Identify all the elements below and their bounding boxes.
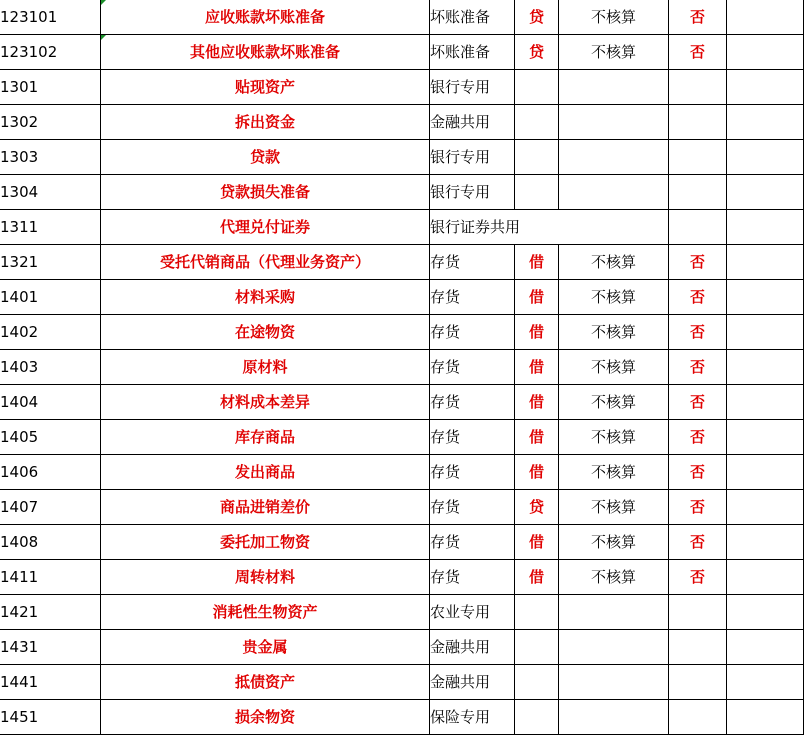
cell-flag[interactable]: 否 xyxy=(669,0,727,35)
cell-account-code[interactable]: 1402 xyxy=(0,315,101,350)
cell-flag[interactable] xyxy=(669,700,727,735)
cell-flag[interactable] xyxy=(669,595,727,630)
cell-balance-direction[interactable] xyxy=(515,105,559,140)
cell-balance-direction[interactable]: 借 xyxy=(515,350,559,385)
cell-flag[interactable]: 否 xyxy=(669,525,727,560)
cell-aux-accounting[interactable] xyxy=(559,700,669,735)
cell-category[interactable]: 银行证券共用 xyxy=(430,210,669,245)
table-row xyxy=(0,490,804,525)
cell-balance-direction[interactable]: 借 xyxy=(515,280,559,315)
cell-flag[interactable]: 否 xyxy=(669,385,727,420)
cell-balance-direction[interactable]: 借 xyxy=(515,560,559,595)
cell-balance-direction[interactable]: 借 xyxy=(515,315,559,350)
table-row xyxy=(0,595,804,630)
cell-flag[interactable]: 否 xyxy=(669,560,727,595)
cell-empty[interactable] xyxy=(727,595,804,630)
cell-account-code[interactable]: 1304 xyxy=(0,175,101,210)
cell-category[interactable]: 银行专用 xyxy=(430,140,515,175)
cell-balance-direction[interactable]: 借 xyxy=(515,525,559,560)
cell-category[interactable]: 存货 xyxy=(430,560,515,595)
cell-account-code[interactable]: 1441 xyxy=(0,665,101,700)
table-row xyxy=(0,665,804,700)
cell-aux-accounting[interactable] xyxy=(559,665,669,700)
table-row xyxy=(0,280,804,315)
table-row xyxy=(0,105,804,140)
cell-account-code[interactable]: 1411 xyxy=(0,560,101,595)
cell-aux-accounting[interactable]: 不核算 xyxy=(559,525,669,560)
cell-account-name[interactable]: 损余物资 xyxy=(101,700,430,735)
cell-category[interactable]: 金融共用 xyxy=(430,105,515,140)
cell-empty[interactable] xyxy=(727,35,804,70)
table-row xyxy=(0,420,804,455)
cell-category[interactable]: 存货 xyxy=(430,490,515,525)
cell-balance-direction[interactable]: 贷 xyxy=(515,0,559,35)
cell-aux-accounting[interactable]: 不核算 xyxy=(559,420,669,455)
cell-balance-direction[interactable]: 借 xyxy=(515,245,559,280)
cell-empty[interactable] xyxy=(727,525,804,560)
cell-aux-accounting[interactable]: 不核算 xyxy=(559,455,669,490)
cell-category[interactable]: 存货 xyxy=(430,245,515,280)
cell-account-name[interactable]: 原材料 xyxy=(101,350,430,385)
cell-account-name[interactable]: 其他应收账款坏账准备 xyxy=(101,35,430,70)
cell-aux-accounting[interactable] xyxy=(559,630,669,665)
table-row xyxy=(0,0,804,35)
cell-category[interactable]: 存货 xyxy=(430,315,515,350)
table-row xyxy=(0,175,804,210)
cell-account-name[interactable]: 在途物资 xyxy=(101,315,430,350)
cell-flag[interactable]: 否 xyxy=(669,35,727,70)
cell-account-code[interactable]: 123101 xyxy=(0,0,101,35)
cell-category[interactable]: 存货 xyxy=(430,455,515,490)
cell-account-name[interactable]: 消耗性生物资产 xyxy=(101,595,430,630)
cell-balance-direction[interactable] xyxy=(515,175,559,210)
cell-balance-direction[interactable]: 贷 xyxy=(515,490,559,525)
cell-category[interactable]: 金融共用 xyxy=(430,630,515,665)
cell-category[interactable]: 保险专用 xyxy=(430,700,515,735)
cell-empty[interactable] xyxy=(727,665,804,700)
cell-account-name[interactable]: 抵债资产 xyxy=(101,665,430,700)
cell-empty[interactable] xyxy=(727,0,804,35)
cell-flag[interactable] xyxy=(669,210,727,245)
cell-flag[interactable] xyxy=(669,105,727,140)
cell-empty[interactable] xyxy=(727,140,804,175)
cell-aux-accounting[interactable]: 不核算 xyxy=(559,35,669,70)
cell-empty[interactable] xyxy=(727,455,804,490)
cell-balance-direction[interactable]: 借 xyxy=(515,455,559,490)
cell-empty[interactable] xyxy=(727,350,804,385)
cell-empty[interactable] xyxy=(727,245,804,280)
cell-category[interactable]: 坏账准备 xyxy=(430,0,515,35)
cell-account-name[interactable]: 材料成本差异 xyxy=(101,385,430,420)
cell-aux-accounting[interactable]: 不核算 xyxy=(559,385,669,420)
cell-category[interactable]: 坏账准备 xyxy=(430,35,515,70)
cell-flag[interactable]: 否 xyxy=(669,245,727,280)
cell-aux-accounting[interactable] xyxy=(559,70,669,105)
cell-balance-direction[interactable] xyxy=(515,70,559,105)
cell-flag[interactable]: 否 xyxy=(669,420,727,455)
cell-aux-accounting[interactable]: 不核算 xyxy=(559,490,669,525)
cell-flag[interactable]: 否 xyxy=(669,350,727,385)
cell-empty[interactable] xyxy=(727,700,804,735)
cell-empty[interactable] xyxy=(727,175,804,210)
cell-aux-accounting[interactable] xyxy=(559,105,669,140)
cell-account-name[interactable]: 贷款 xyxy=(101,140,430,175)
cell-balance-direction[interactable]: 贷 xyxy=(515,35,559,70)
table-row xyxy=(0,350,804,385)
cell-account-code[interactable]: 1406 xyxy=(0,455,101,490)
cell-category[interactable]: 存货 xyxy=(430,420,515,455)
table-row xyxy=(0,70,804,105)
cell-category[interactable]: 银行专用 xyxy=(430,175,515,210)
cell-category[interactable]: 存货 xyxy=(430,385,515,420)
cell-marker-icon xyxy=(101,35,106,40)
cell-balance-direction[interactable] xyxy=(515,630,559,665)
cell-aux-accounting[interactable]: 不核算 xyxy=(559,245,669,280)
table-row xyxy=(0,35,804,70)
cell-flag[interactable] xyxy=(669,140,727,175)
cell-marker-icon xyxy=(101,0,106,5)
cell-aux-accounting[interactable] xyxy=(559,175,669,210)
cell-empty[interactable] xyxy=(727,630,804,665)
table-row xyxy=(0,455,804,490)
cell-empty[interactable] xyxy=(727,490,804,525)
cell-account-name[interactable]: 周转材料 xyxy=(101,560,430,595)
table-row xyxy=(0,560,804,595)
cell-account-code[interactable]: 1303 xyxy=(0,140,101,175)
table-row xyxy=(0,210,804,245)
cell-account-name[interactable]: 贵金属 xyxy=(101,630,430,665)
table-row xyxy=(0,700,804,735)
cell-account-code[interactable]: 1405 xyxy=(0,420,101,455)
cell-account-code[interactable]: 1431 xyxy=(0,630,101,665)
table-row xyxy=(0,630,804,665)
cell-account-code[interactable]: 1321 xyxy=(0,245,101,280)
cell-empty[interactable] xyxy=(727,105,804,140)
cell-balance-direction[interactable]: 借 xyxy=(515,420,559,455)
cell-empty[interactable] xyxy=(727,420,804,455)
cell-account-name[interactable]: 代理兑付证券 xyxy=(101,210,430,245)
cell-account-code[interactable]: 1302 xyxy=(0,105,101,140)
cell-aux-accounting[interactable]: 不核算 xyxy=(559,560,669,595)
cell-account-name[interactable]: 应收账款坏账准备 xyxy=(101,0,430,35)
cell-balance-direction[interactable] xyxy=(515,140,559,175)
cell-account-name[interactable]: 发出商品 xyxy=(101,455,430,490)
cell-category[interactable]: 存货 xyxy=(430,525,515,560)
cell-aux-accounting[interactable]: 不核算 xyxy=(559,350,669,385)
cell-aux-accounting[interactable]: 不核算 xyxy=(559,315,669,350)
cell-flag[interactable]: 否 xyxy=(669,455,727,490)
cell-account-code[interactable]: 1407 xyxy=(0,490,101,525)
cell-account-name[interactable]: 拆出资金 xyxy=(101,105,430,140)
cell-aux-accounting[interactable] xyxy=(559,140,669,175)
cell-account-code[interactable]: 1403 xyxy=(0,350,101,385)
cell-category[interactable]: 银行专用 xyxy=(430,70,515,105)
cell-account-name[interactable]: 贷款损失准备 xyxy=(101,175,430,210)
cell-account-code[interactable]: 1408 xyxy=(0,525,101,560)
cell-flag[interactable]: 否 xyxy=(669,280,727,315)
table-row xyxy=(0,525,804,560)
cell-balance-direction[interactable] xyxy=(515,700,559,735)
table-row xyxy=(0,385,804,420)
cell-aux-accounting[interactable]: 不核算 xyxy=(559,0,669,35)
cell-account-code[interactable]: 1301 xyxy=(0,70,101,105)
cell-account-name[interactable]: 受托代销商品（代理业务资产） xyxy=(101,245,430,280)
cell-category[interactable]: 金融共用 xyxy=(430,665,515,700)
cell-balance-direction[interactable] xyxy=(515,595,559,630)
cell-balance-direction[interactable]: 借 xyxy=(515,385,559,420)
cell-flag[interactable]: 否 xyxy=(669,315,727,350)
cell-flag[interactable] xyxy=(669,175,727,210)
cell-account-name[interactable]: 商品进销差价 xyxy=(101,490,430,525)
cell-balance-direction[interactable] xyxy=(515,665,559,700)
cell-account-name[interactable]: 库存商品 xyxy=(101,420,430,455)
cell-account-name[interactable]: 委托加工物资 xyxy=(101,525,430,560)
cell-account-name[interactable]: 材料采购 xyxy=(101,280,430,315)
cell-account-code[interactable]: 1404 xyxy=(0,385,101,420)
cell-empty[interactable] xyxy=(727,280,804,315)
cell-account-code[interactable]: 1451 xyxy=(0,700,101,735)
table-row xyxy=(0,315,804,350)
cell-empty[interactable] xyxy=(727,385,804,420)
cell-category[interactable]: 农业专用 xyxy=(430,595,515,630)
cell-flag[interactable] xyxy=(669,630,727,665)
cell-account-code[interactable]: 1311 xyxy=(0,210,101,245)
cell-empty[interactable] xyxy=(727,210,804,245)
cell-category[interactable]: 存货 xyxy=(430,280,515,315)
cell-empty[interactable] xyxy=(727,70,804,105)
cell-empty[interactable] xyxy=(727,315,804,350)
table-row xyxy=(0,245,804,280)
cell-account-code[interactable]: 1421 xyxy=(0,595,101,630)
cell-flag[interactable] xyxy=(669,665,727,700)
table-row xyxy=(0,140,804,175)
cell-empty[interactable] xyxy=(727,560,804,595)
cell-aux-accounting[interactable] xyxy=(559,595,669,630)
cell-flag[interactable] xyxy=(669,70,727,105)
cell-aux-accounting[interactable]: 不核算 xyxy=(559,280,669,315)
cell-account-name[interactable]: 贴现资产 xyxy=(101,70,430,105)
cell-flag[interactable]: 否 xyxy=(669,490,727,525)
cell-category[interactable]: 存货 xyxy=(430,350,515,385)
cell-account-code[interactable]: 1401 xyxy=(0,280,101,315)
cell-account-code[interactable]: 123102 xyxy=(0,35,101,70)
